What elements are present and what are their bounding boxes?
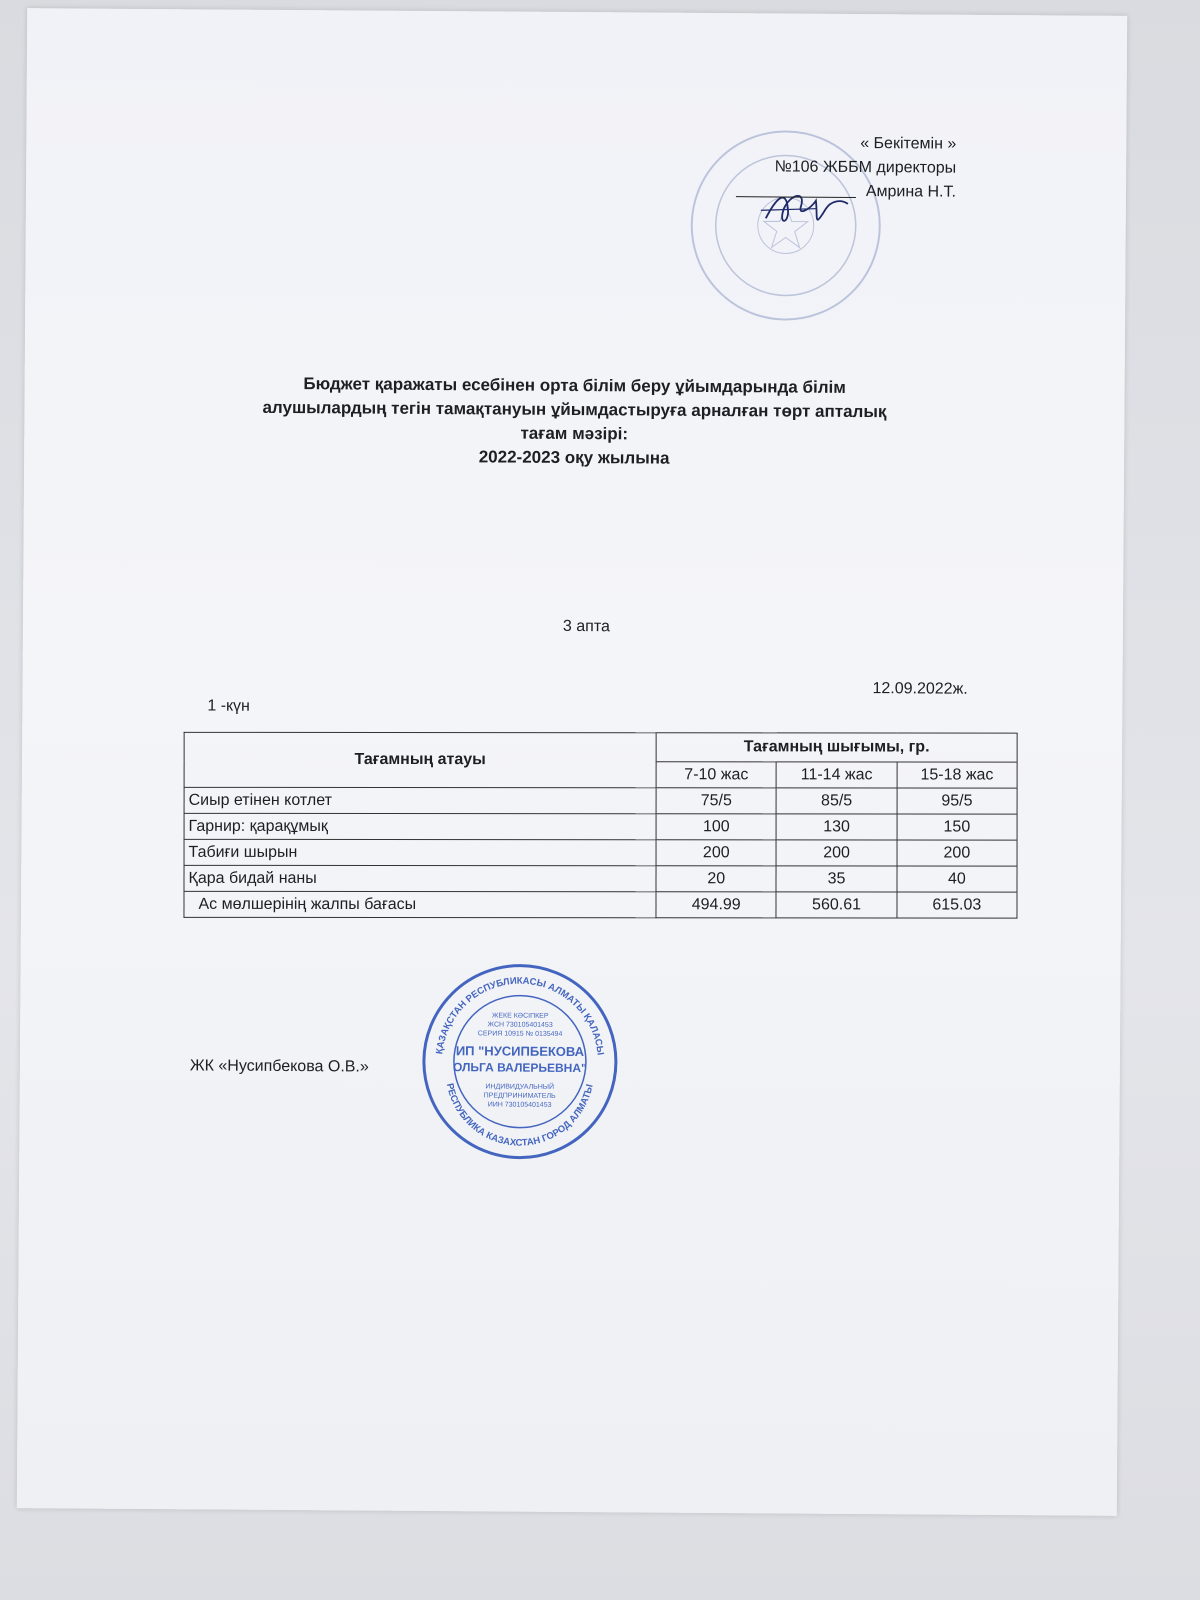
title-line-3: тағам мәзірі: — [520, 423, 629, 444]
dish-value: 95/5 — [897, 788, 1017, 814]
dish-value: 100 — [656, 814, 776, 840]
stamp-inner-2: ЖСН 730105401453 — [487, 1021, 553, 1029]
dish-value: 150 — [897, 814, 1017, 840]
dish-value: 130 — [776, 814, 896, 840]
signature-line — [736, 196, 856, 198]
total-label: Ас мөлшерінің жалпы бағасы — [184, 891, 656, 917]
dish-name: Қара бидай наны — [184, 865, 656, 891]
dish-value: 200 — [656, 840, 776, 866]
dish-value: 85/5 — [776, 788, 896, 814]
age-col-3: 15-18 жас — [897, 762, 1017, 788]
dish-name: Сиыр етінен котлет — [184, 787, 656, 813]
approval-director-name: Амрина Н.Т. — [865, 183, 957, 201]
title-line-4: 2022-2023 оқу жылына — [478, 447, 670, 468]
stamp-inner-3: СЕРИЯ 10915 № 0135494 — [477, 1030, 563, 1038]
stamp-name-1: ИП "НУСИПБЕКОВА — [455, 1043, 585, 1060]
document-sheet — [17, 8, 1127, 1516]
approval-line-2: №106 ЖББМ директоры — [774, 158, 957, 177]
approval-block — [736, 131, 957, 205]
document-title — [174, 371, 975, 473]
stamp-inner-1: ЖЕКЕ КӘСІПКЕР — [491, 1012, 549, 1020]
stamp-ring-bottom: РЕСПУБЛИКА КАЗАХСТАН ГОРОД АЛМАТЫ — [443, 1082, 596, 1149]
title-line-2: алушылардың тегін тамақтануын ұйымдастыруға арналған төрт апталық — [262, 397, 887, 422]
stamp-name-2: ОЛЬГА ВАЛЕРЬЕВНА" — [452, 1060, 587, 1076]
stamp-ring-top: ҚАЗАҚСТАН РЕСПУБЛИКАСЫ АЛМАТЫ ҚАЛАСЫ — [434, 975, 606, 1056]
age-col-2: 11-14 жас — [776, 762, 896, 788]
table-header-row — [184, 732, 1017, 762]
menu-date: 12.09.2022ж. — [872, 680, 968, 698]
stamp-inner-6: ИИН 730105401453 — [487, 1101, 552, 1109]
header-output: Тағамның шығымы, гр. — [656, 733, 1017, 762]
stamp-inner-5: ПРЕДПРИНИМАТЕЛЬ — [483, 1092, 556, 1100]
dish-name: Табиғи шырын — [184, 839, 656, 865]
entrepreneur-stamp — [419, 961, 620, 1162]
week-label: 3 апта — [562, 617, 610, 636]
table-row — [184, 865, 1017, 892]
dish-value: 40 — [897, 866, 1017, 892]
title-line-1: Бюджет қаражаты есебінен орта білім беру ұйымдарында білім — [303, 374, 846, 397]
dish-value: 200 — [776, 840, 896, 866]
total-value: 615.03 — [897, 892, 1017, 918]
table-row — [184, 813, 1017, 840]
total-value: 494.99 — [656, 892, 776, 918]
table-total-row — [184, 891, 1017, 918]
dish-value: 75/5 — [656, 788, 776, 814]
stamp-inner-4: ИНДИВИДУАЛЬНЫЙ — [485, 1083, 555, 1091]
dish-value: 200 — [897, 840, 1017, 866]
approval-line-1: « Бекітемін » — [860, 134, 957, 153]
menu-table — [183, 732, 1017, 919]
table-row — [184, 839, 1017, 866]
header-dish-name: Тағамның атауы — [184, 732, 656, 787]
dish-value: 20 — [656, 866, 776, 892]
seller-signature-label: ЖК «Нусипбекова О.В.» — [189, 1057, 369, 1076]
day-label: 1 -күн — [207, 697, 250, 715]
dish-value: 35 — [776, 866, 896, 892]
age-col-1: 7-10 жас — [656, 762, 776, 788]
table-row — [184, 787, 1017, 814]
dish-name: Гарнир: қарақұмық — [184, 813, 656, 839]
total-value: 560.61 — [776, 892, 896, 918]
